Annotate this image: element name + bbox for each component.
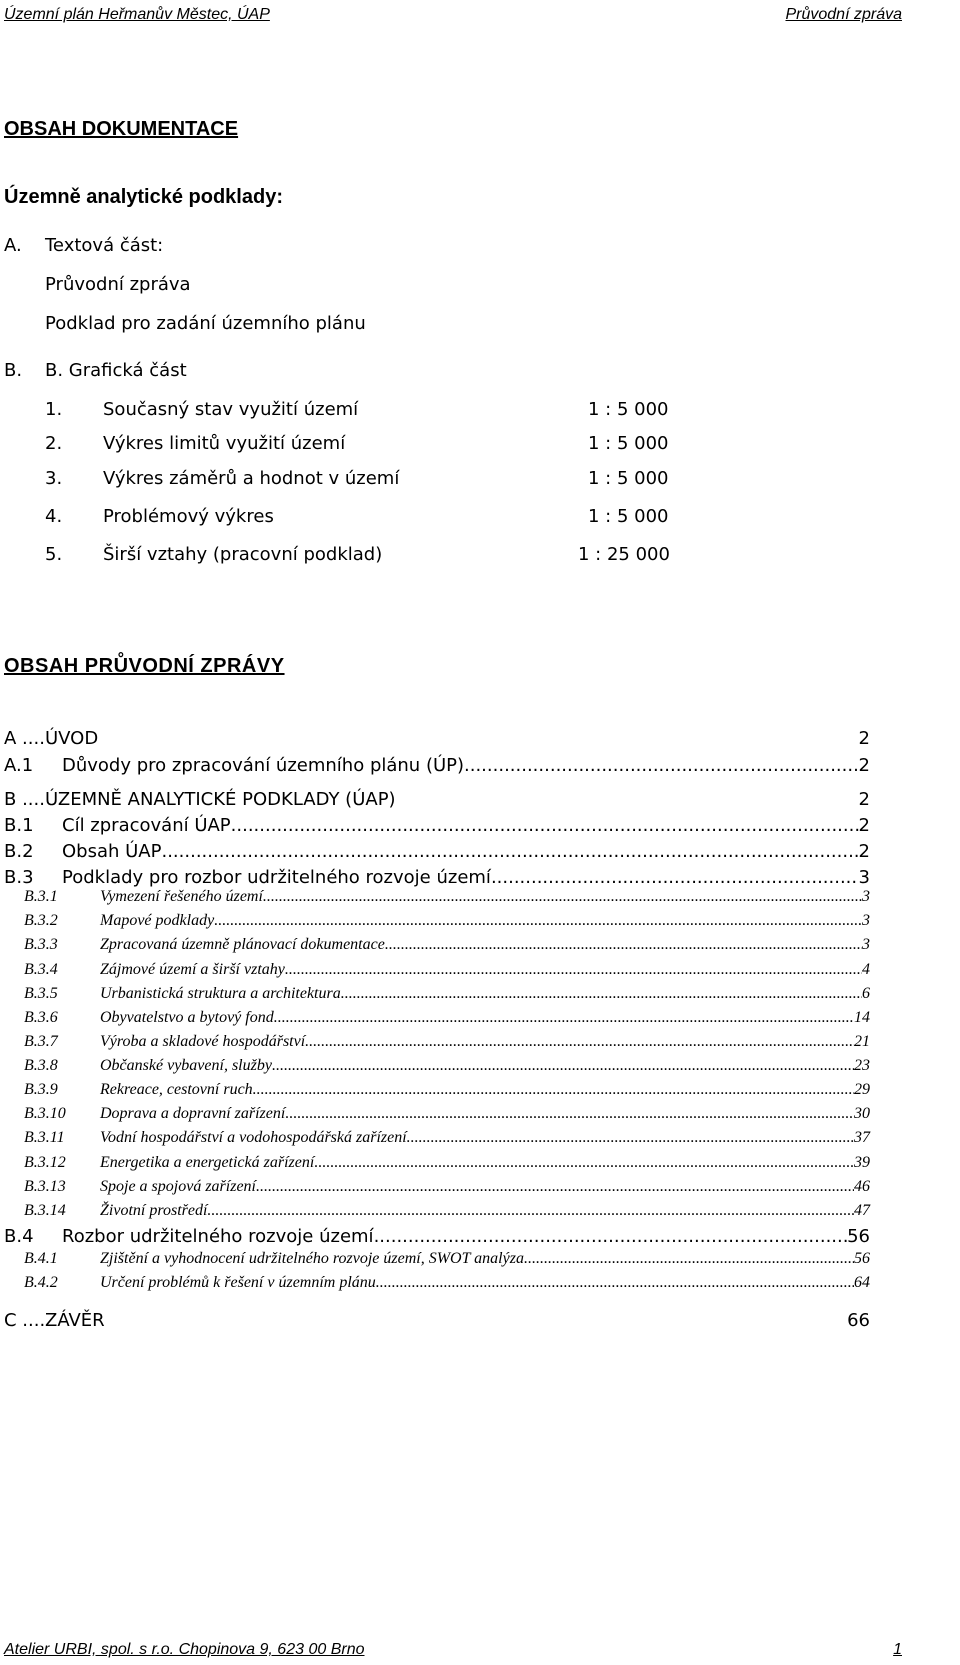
toc-entry-page: 3 [862,888,870,905]
toc-entry[interactable] [24,1033,870,1051]
text-part-title: Textová část: [45,235,164,256]
drawing-name: Současný stav využití území [103,399,359,420]
toc-entry-title: Energetika a energetická zařízení [100,1154,315,1171]
toc-entry-label: A .... [4,728,45,749]
toc-entry-title: Spoje a spojová zařízení [100,1178,256,1195]
toc-entry-label: B.3.6 [24,1009,58,1026]
toc-entry-page: 47 [854,1202,870,1219]
toc-leader-dots [161,841,858,862]
drawing-scale: 1 : 5 000 [588,433,669,454]
toc-leader-dots [214,912,862,930]
toc-leader-dots [407,1129,854,1147]
toc-entry[interactable] [24,1081,870,1099]
toc-entry-page: 6 [862,985,870,1002]
drawing-scale: 1 : 5 000 [588,399,669,420]
toc-entry-label: B.2 [4,841,34,862]
doc-contents-heading: OBSAH DOKUMENTACE [4,118,239,140]
toc-entry-page: 2 [858,841,870,862]
toc-entry-page: 2 [858,755,870,776]
toc-entry-label: B.3.4 [24,961,58,978]
toc-entry-title: Výroba a skladové hospodářství [100,1033,306,1050]
graphic-part-title: B. Grafická část [45,360,187,381]
toc-leader-dots [263,888,862,906]
toc-entry[interactable] [24,1154,870,1172]
toc-entry-page: 29 [854,1081,870,1098]
toc-entry-page: 66 [847,1310,870,1331]
toc-entry-label: B.4 [4,1226,34,1247]
toc-leader-dots [285,961,862,979]
text-part-letter: A. [4,235,22,256]
uap-heading: Územně analytické podklady: [4,186,283,208]
toc-entry-title: ÚVOD [45,728,99,749]
toc-entry[interactable] [4,1226,870,1247]
page-header-right: Průvodní zpráva [785,6,902,23]
toc-entry-label: B.3.9 [24,1081,58,1098]
toc-leader-dots [314,1154,854,1172]
toc-entry[interactable] [24,1105,870,1123]
toc-entry-page: 46 [854,1178,870,1195]
drawing-name: Problémový výkres [103,506,274,527]
toc-leader-dots [285,1105,854,1123]
toc-entry[interactable] [4,1310,870,1331]
toc-entry-label: B.3.3 [24,936,58,953]
toc-entry-label: B .... [4,789,45,810]
toc-entry-label: B.3.5 [24,985,58,1002]
toc-entry[interactable] [24,961,870,979]
toc-entry[interactable] [4,867,870,888]
drawing-number: 1. [45,399,63,420]
page-footer-left: Atelier URBI, spol. s r.o. Chopinova 9, 623 00 Brno [4,1641,365,1658]
toc-entry[interactable] [24,1009,870,1027]
toc-entry-title: Zjištění a vyhodnocení udržitelného rozvoje území, SWOT analýza [100,1250,524,1267]
toc-entry-title: Urbanistická struktura a architektura [100,985,341,1002]
toc-leader-dots [207,1202,854,1220]
toc-entry[interactable] [4,728,870,749]
toc-entry-page: 56 [847,1226,870,1247]
toc-entry[interactable] [24,1129,870,1147]
drawing-number: 5. [45,544,63,565]
toc-entry-title: Vodní hospodářství a vodohospodářská zařízení [100,1129,407,1146]
toc-entry-label: B.3.8 [24,1057,58,1074]
graphic-part-letter: B. [4,360,23,381]
toc-entry[interactable] [24,936,870,954]
toc-entry-label: B.3.14 [24,1202,66,1219]
toc-leader-dots [341,985,862,1003]
page-header-left: Územní plán Heřmanův Městec, ÚAP [4,6,270,23]
toc-entry-label: B.4.1 [24,1250,58,1267]
toc-entry-title: Doprava a dopravní zařízení [100,1105,286,1122]
toc-entry-page: 2 [858,789,870,810]
toc-entry[interactable] [24,1274,870,1292]
toc-entry-title: Cíl zpracování ÚAP [62,815,231,836]
page-number: 1 [893,1641,902,1658]
toc-entry-title: Občanské vybavení, služby [100,1057,272,1074]
toc-entry-title: ZÁVĚR [45,1310,105,1331]
toc-entry-page: 3 [862,912,870,929]
toc-entry-label: B.4.2 [24,1274,58,1291]
toc-entry[interactable] [4,789,870,810]
text-part-item: Podklad pro zadání územního plánu [45,313,366,334]
toc-entry[interactable] [24,912,870,930]
toc-entry[interactable] [4,755,870,776]
toc-leader-dots [376,1274,854,1292]
toc-entry-page: 23 [854,1057,870,1074]
toc-leader-dots [464,755,859,776]
drawing-number: 3. [45,468,63,489]
toc-entry-title: ÚZEMNĚ ANALYTICKÉ PODKLADY (ÚAP) [45,789,396,810]
toc-entry-label: B.3.2 [24,912,58,929]
toc-entry-title: Zpracovaná územně plánovací dokumentace [100,936,385,953]
toc-entry-page: 39 [854,1154,870,1171]
toc-entry[interactable] [4,815,870,836]
toc-entry[interactable] [4,841,870,862]
toc-entry-title: Obyvatelstvo a bytový fond [100,1009,274,1026]
toc-entry-label: B.3.13 [24,1178,66,1195]
text-part-item: Průvodní zpráva [45,274,191,295]
toc-entry-title: Podklady pro rozbor udržitelného rozvoje území [62,867,491,888]
toc-entry[interactable] [24,888,870,906]
toc-entry-label: B.3.7 [24,1033,58,1050]
toc-entry-page: 2 [858,728,870,749]
toc-leader-dots [385,936,862,954]
toc-entry-page: 21 [854,1033,870,1050]
drawing-name: Širší vztahy (pracovní podklad) [103,544,383,565]
toc-entry[interactable] [24,1250,870,1268]
toc-entry-page: 64 [854,1274,870,1291]
toc-entry[interactable] [24,1178,870,1196]
toc-entry-label: B.3.12 [24,1154,66,1171]
toc-entry-title: Vymezení řešeného území [100,888,263,905]
toc-leader-dots [491,867,859,888]
toc-leader-dots [524,1250,854,1268]
toc-entry-page: 3 [858,867,870,888]
toc-entry-label: B.3.10 [24,1105,66,1122]
toc-entry-title: Zájmové území a širší vztahy [100,961,285,978]
drawing-name: Výkres záměrů a hodnot v území [103,468,400,489]
drawing-name: Výkres limitů využití území [103,433,346,454]
toc-entry-title: Obsah ÚAP [62,841,162,862]
toc-entry-label: B.3.1 [24,888,58,905]
toc-entry-title: Rekreace, cestovní ruch [100,1081,253,1098]
drawing-scale: 1 : 25 000 [578,544,670,565]
toc-entry[interactable] [24,1057,870,1075]
drawing-scale: 1 : 5 000 [588,506,669,527]
toc-entry-title: Určení problémů k řešení v územním plánu [100,1274,376,1291]
toc-entry-page: 2 [858,815,870,836]
toc-entry-title: Životní prostředí [100,1202,208,1219]
toc-entry-title: Mapové podklady [100,912,215,929]
toc-entry-page: 37 [854,1129,870,1146]
toc-entry-label: C .... [4,1310,46,1331]
toc-leader-dots [253,1081,854,1099]
toc-entry-page: 4 [862,961,870,978]
toc-entry[interactable] [24,1202,870,1220]
toc-entry-label: B.3.11 [24,1129,65,1146]
drawing-number: 4. [45,506,63,527]
toc-entry-label: A.1 [4,755,34,776]
toc-entry-page: 30 [854,1105,870,1122]
toc-leader-dots [305,1033,854,1051]
toc-entry-page: 14 [854,1009,870,1026]
toc-entry-title: Důvody pro zpracování územního plánu (ÚP) [62,755,465,776]
toc-entry-title: Rozbor udržitelného rozvoje území [62,1226,374,1247]
drawing-number: 2. [45,433,63,454]
toc-entry-label: B.1 [4,815,34,836]
drawing-scale: 1 : 5 000 [588,468,669,489]
toc-heading: OBSAH PRŮVODNÍ ZPRÁVY [4,655,285,677]
toc-leader-dots [274,1009,854,1027]
toc-entry-page: 3 [862,936,870,953]
toc-leader-dots [374,1226,848,1247]
toc-entry[interactable] [24,985,870,1003]
toc-leader-dots [231,815,859,836]
toc-entry-page: 56 [854,1250,870,1267]
toc-entry-label: B.3 [4,867,34,888]
toc-leader-dots [256,1178,854,1196]
toc-leader-dots [272,1057,854,1075]
